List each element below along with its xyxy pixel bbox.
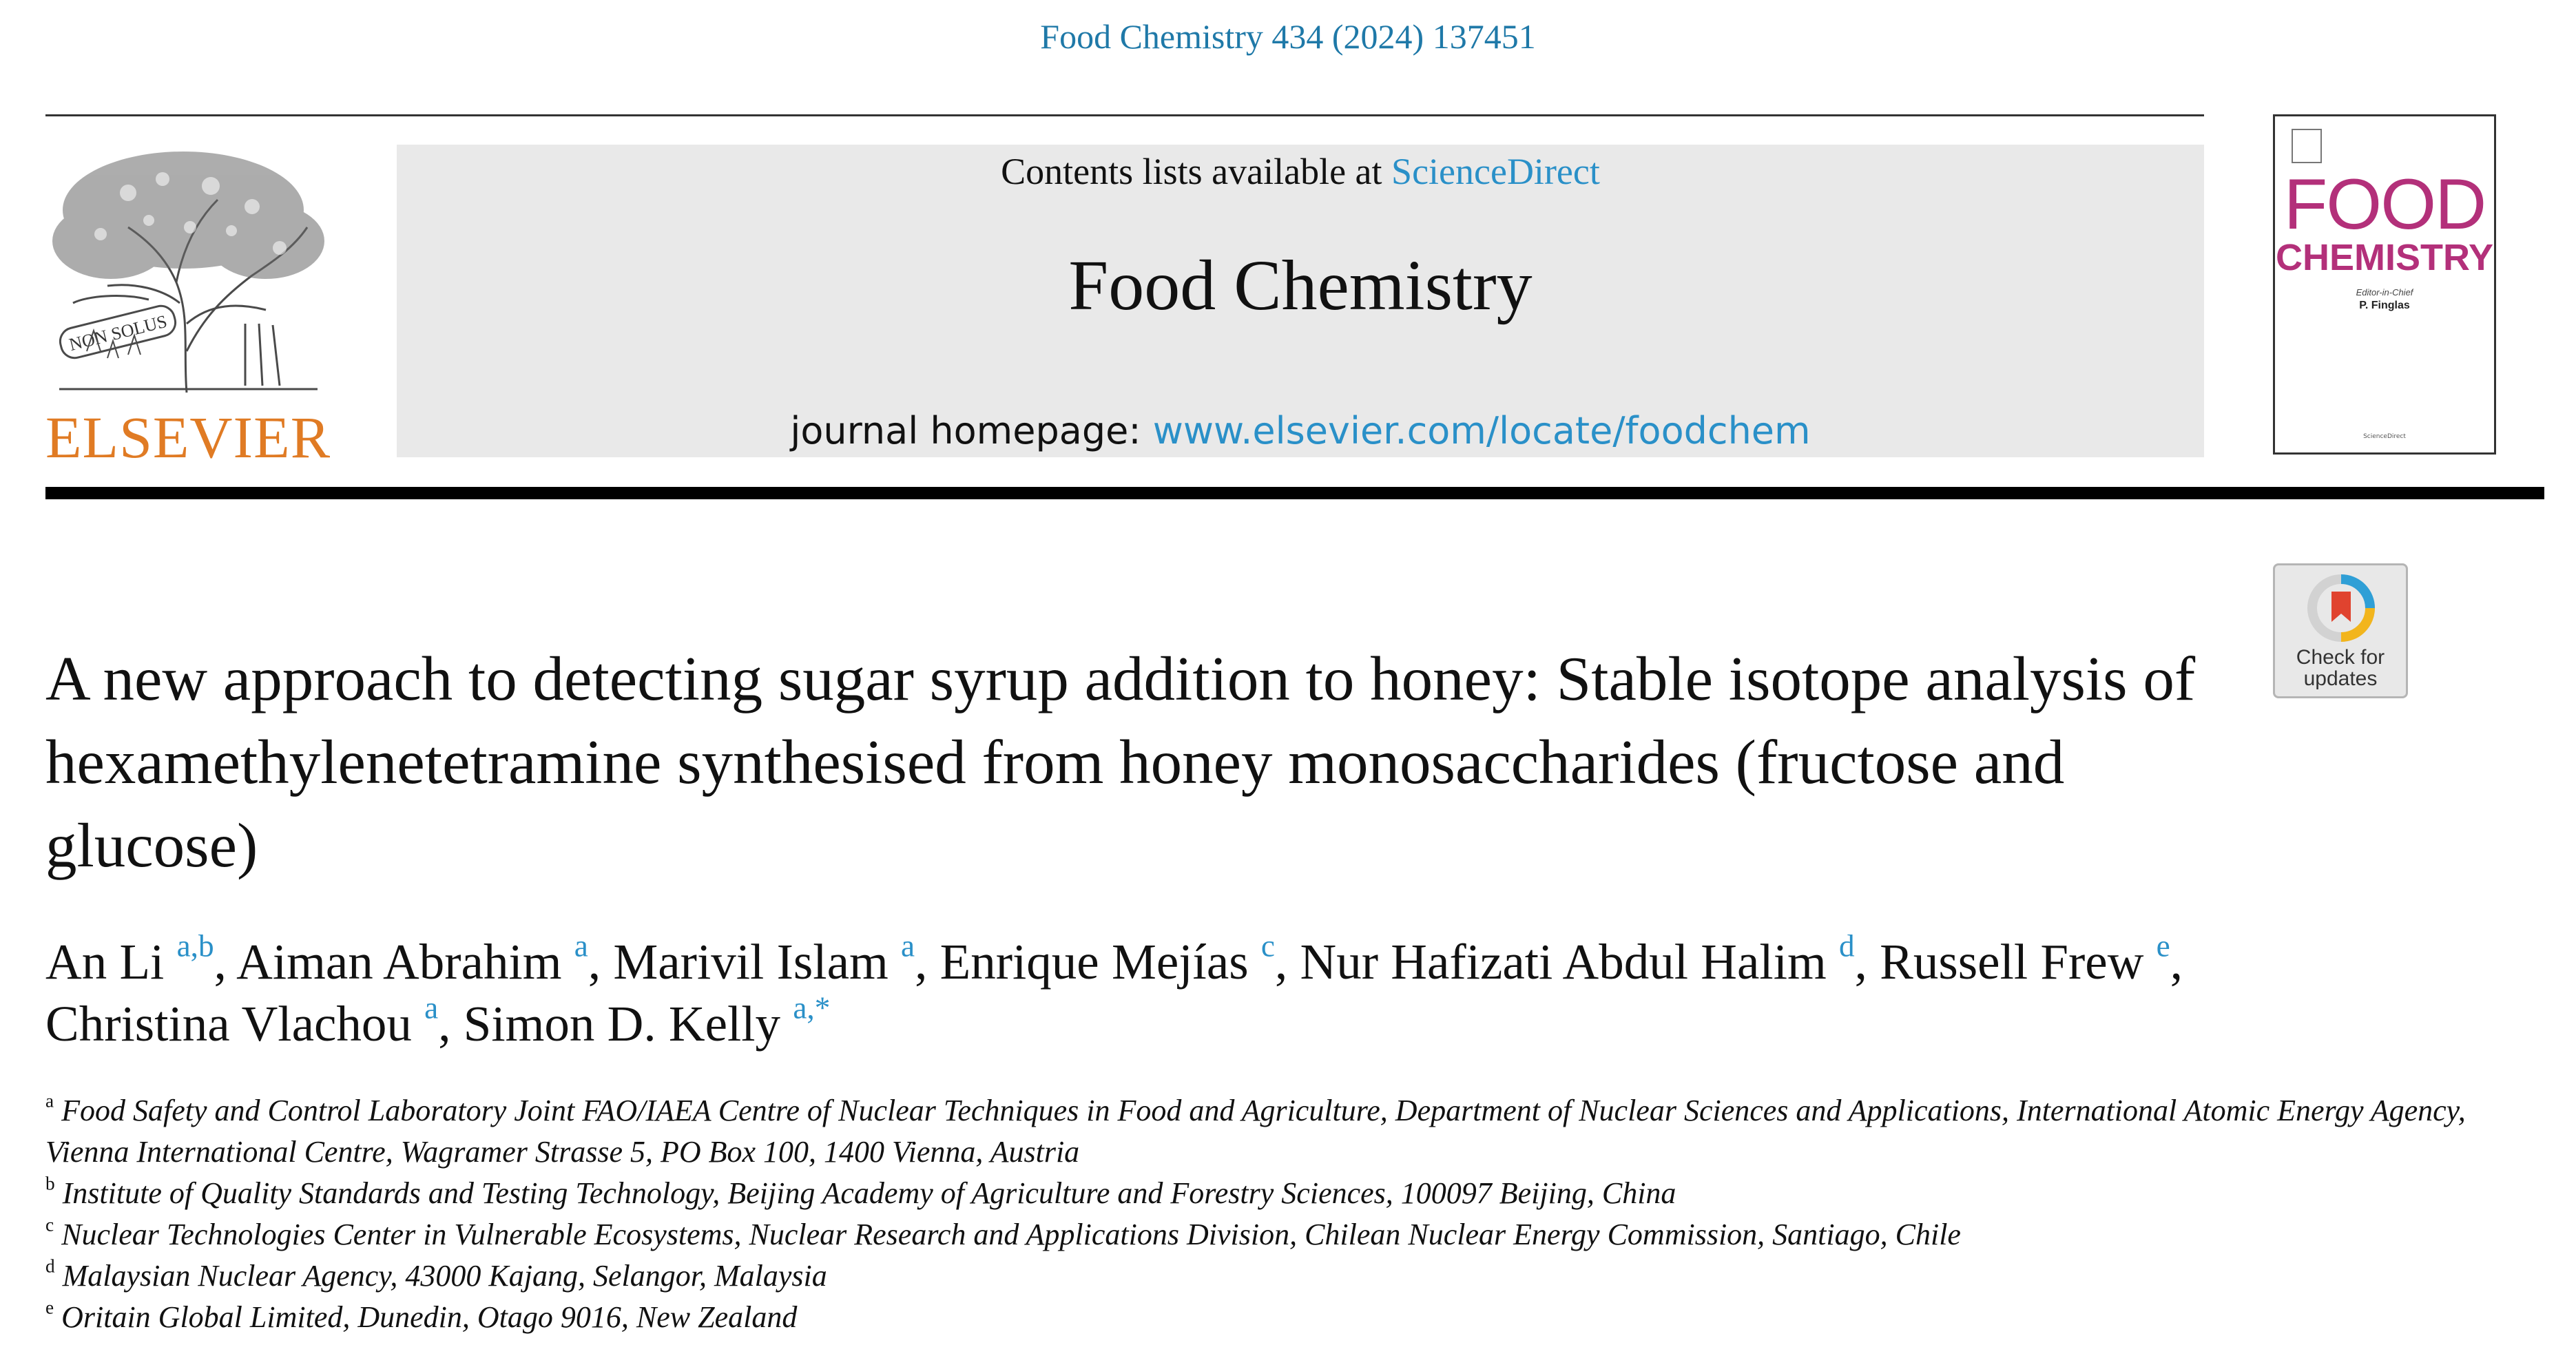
affiliation bbox=[45, 1173, 2525, 1214]
contents-prefix: Contents lists available at bbox=[1001, 151, 1382, 192]
sciencedirect-link[interactable]: ScienceDirect bbox=[1391, 151, 1600, 192]
author-affiliation-link[interactable]: d bbox=[1839, 928, 1855, 963]
author-name: Marivil Islam bbox=[613, 934, 889, 990]
author-name: Aiman Abrahim bbox=[236, 934, 562, 990]
author[interactable] bbox=[1300, 928, 1855, 990]
homepage-prefix: journal homepage: bbox=[790, 409, 1141, 452]
author-affiliation-link[interactable]: a bbox=[901, 928, 915, 963]
article-title: A new approach to detecting sugar syrup addition to honey: Stable isotope analysis of hexamethylenetetramine synthesised from honey monosaccharides (fructose and glucose) bbox=[45, 644, 2196, 880]
cover-title-food: FOOD bbox=[2283, 165, 2486, 244]
affiliation bbox=[45, 1090, 2525, 1173]
affiliation-text: Malaysian Nuclear Agency, 43000 Kajang, Selangor, Malaysia bbox=[62, 1259, 827, 1293]
author-name: Nur Hafizati Abdul Halim bbox=[1300, 934, 1827, 990]
author-affiliation-link[interactable]: a,b bbox=[176, 928, 214, 963]
homepage-link[interactable]: www.elsevier.com/locate/foodchem bbox=[1152, 409, 1811, 452]
affiliation-text: Oritain Global Limited, Dunedin, Otago 9016, New Zealand bbox=[61, 1300, 798, 1334]
author-affiliation-link[interactable]: c bbox=[1260, 928, 1275, 963]
author[interactable] bbox=[1880, 928, 2170, 990]
affiliation-text: Nuclear Technologies Center in Vulnerable Ecosystems, Nuclear Research and Applications Division, Chilean Nuclear Energy Commission, Santiago, Chile bbox=[61, 1218, 1961, 1251]
check-updates-label bbox=[2275, 647, 2406, 689]
citation-article-number: 137451 bbox=[1432, 17, 1536, 56]
affiliation-key: d bbox=[45, 1255, 55, 1277]
affiliation-list bbox=[45, 1090, 2525, 1338]
journal-name: Food Chemistry bbox=[1068, 246, 1533, 325]
citation-volume: 434 bbox=[1271, 17, 1324, 56]
citation-journal: Food Chemistry bbox=[1040, 17, 1263, 56]
author-name: Enrique Mejías bbox=[939, 934, 1249, 990]
affiliation-key: a bbox=[45, 1090, 54, 1112]
check-updates-line1: Check for bbox=[2296, 646, 2385, 669]
author[interactable] bbox=[463, 990, 831, 1052]
header-top-rule bbox=[45, 114, 2204, 116]
check-updates-line2: updates bbox=[2303, 667, 2378, 690]
author[interactable] bbox=[939, 928, 1275, 990]
author[interactable] bbox=[613, 928, 915, 990]
affiliation-key: b bbox=[45, 1173, 55, 1194]
journal-banner bbox=[397, 145, 2204, 457]
elsevier-tree-icon bbox=[45, 145, 328, 399]
affiliation bbox=[45, 1255, 2525, 1297]
journal-cover[interactable] bbox=[2273, 114, 2496, 455]
affiliation-text: Food Safety and Control Laboratory Joint FAO/IAEA Centre of Nuclear Techniques in Food and Agriculture, Department of Nuclear Sciences and Applications, International Atomic Energy Agency, Vienna International Centre, Wagramer Strasse 5, PO Box 100, 1400 Vienna, Austria bbox=[45, 1094, 2466, 1169]
author-name: Christina Vlachou bbox=[45, 996, 412, 1052]
author[interactable] bbox=[236, 928, 588, 990]
author-affiliation-link[interactable]: e bbox=[2156, 928, 2170, 963]
cover-footer: ScienceDirect bbox=[2363, 433, 2406, 440]
author-name: Simon D. Kelly bbox=[463, 996, 781, 1052]
affiliation-key: e bbox=[45, 1297, 54, 1318]
author-name: An Li bbox=[45, 934, 165, 990]
check-for-updates-button[interactable] bbox=[2273, 563, 2408, 698]
affiliation bbox=[45, 1297, 2525, 1338]
affiliation-text: Institute of Quality Standards and Testing Technology, Beijing Academy of Agriculture and Forestry Sciences, 100097 Beijing, China bbox=[62, 1176, 1676, 1210]
elsevier-wordmark: ELSEVIER bbox=[45, 404, 331, 470]
citation-year: (2024) bbox=[1331, 17, 1424, 56]
cover-editor-label: Editor-in-Chief bbox=[2356, 287, 2413, 298]
author-affiliation-link[interactable]: a,* bbox=[793, 990, 831, 1025]
elsevier-logo[interactable] bbox=[45, 145, 331, 470]
author[interactable] bbox=[45, 990, 439, 1052]
contents-line bbox=[397, 150, 2204, 193]
header-bottom-rule bbox=[45, 487, 2544, 499]
affiliation-key: c bbox=[45, 1214, 54, 1235]
cover-editor: P. Finglas bbox=[2359, 300, 2410, 311]
check-updates-icon bbox=[2307, 574, 2376, 643]
journal-citation[interactable] bbox=[0, 17, 2576, 56]
author-affiliation-link[interactable]: a bbox=[574, 928, 588, 963]
cover-publisher-icon bbox=[2292, 129, 2322, 163]
author-name: Russell Frew bbox=[1880, 934, 2144, 990]
logo-motto: NON SOLUS bbox=[67, 311, 169, 355]
affiliation bbox=[45, 1214, 2525, 1255]
cover-title-chemistry: CHEMISTRY bbox=[2275, 237, 2493, 278]
author[interactable] bbox=[45, 928, 214, 990]
author-affiliation-link[interactable]: a bbox=[424, 990, 439, 1025]
author-list: An Li $^{a,b}$, Aiman Abrahim $^a$, Marivil Islam $^a$, Enrique Mejías $^c$, Nur Hafizati Abdul Halim $^d$, Russell Frew $^e$, Christina Vlachou $^a$, Simon D. Kelly $^{a,*}$ bbox=[45, 928, 2183, 1052]
homepage-line bbox=[397, 409, 2204, 452]
